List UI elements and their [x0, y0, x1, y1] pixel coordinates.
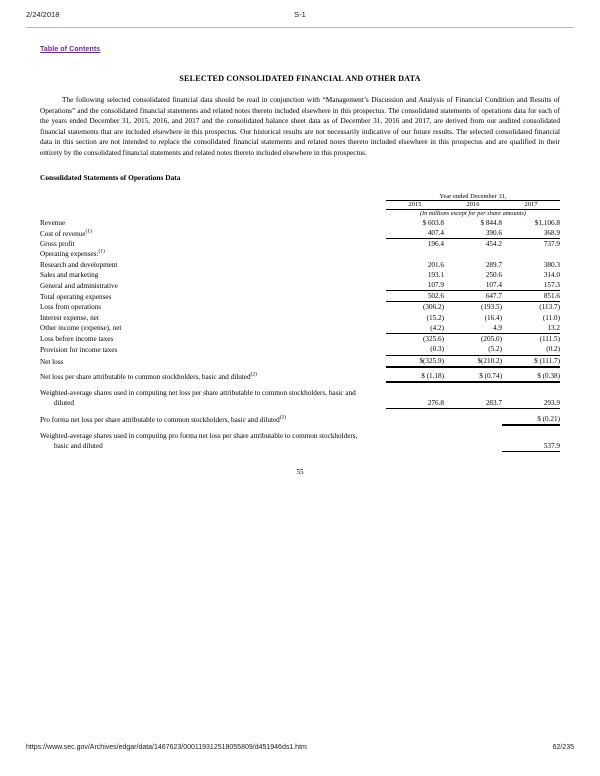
table-row [40, 323, 560, 334]
browser-print-header [0, 10, 600, 26]
row-value: $ (0.38) [502, 371, 560, 382]
row-value: 107.9 [386, 280, 444, 291]
row-value: (306.2) [423, 303, 444, 312]
units-note: (In millions except for per share amounts) [419, 209, 527, 217]
table-row [40, 228, 560, 239]
row-value: $ (0.74) [444, 371, 502, 382]
table-row [40, 431, 560, 451]
row-value: (111.5) [539, 335, 560, 344]
row-value [386, 414, 444, 425]
row-label: Weighted-average shares used in computing pro forma net loss per share attributable to common stockholders, basic and diluted [40, 431, 386, 451]
table-row [40, 280, 560, 291]
row-value: (15.2) [426, 313, 444, 322]
row-value: 368.9 [502, 228, 560, 239]
row-value: 196.4 [427, 240, 444, 249]
row-value: $ (0.21) [502, 414, 560, 425]
year-group-header: Year ended December 31, [386, 193, 560, 202]
row-label: Operating expenses:$^{(1)}$ [40, 249, 105, 259]
row-value [444, 414, 502, 425]
footnote-marker: (2) [279, 414, 287, 421]
row-value: 250.6 [485, 270, 502, 279]
row-value: (4.2) [386, 323, 444, 334]
row-value: 537.9 [502, 431, 560, 451]
intro-paragraph: The following selected consolidated financial data should be read in conjunction with “Management’s Discussion and Analysis of Financial Condition and Results of Operations” and the consolidated financial statements and related notes thereto included elsewhere in this prospectus. The consolidated statements of operations data for each of the years ended December 31, 2015, 2016, and 2017 and the consolidated balance sheet data as of December 31, 2016 and 2017, are derived from our audited consolidated financial statements that are included elsewhere in this prospectus. Our historical results are not necessarily indicative of our future results. The selected consolidated financial data in this section are not intended to replace the consolidated financial statements and related notes thereto included elsewhere in this prospectus and are qualified in their entirety by the consolidated financial statements and related notes thereto included elsewhere in this prospectus. [40, 95, 560, 157]
row-value: $(325.9) [386, 355, 444, 367]
row-value: 201.6 [427, 260, 444, 269]
column-header-year-1: 2016 [444, 201, 502, 210]
row-value: $1,106.8 [534, 218, 560, 227]
table-row [40, 239, 560, 250]
table-row [40, 388, 560, 408]
table-row [40, 260, 560, 270]
row-value: $ (1.18) [386, 371, 444, 382]
row-value: (193.5) [481, 303, 502, 312]
row-value: 157.3 [502, 280, 560, 291]
table-of-contents-link[interactable]: Table of Contents [40, 46, 101, 53]
column-header-year-2: 2017 [502, 201, 560, 210]
table-row [40, 270, 560, 280]
print-doc-type: S-1 [294, 10, 306, 19]
row-value: (0.3) [386, 344, 444, 355]
row-value: $(210.2) [444, 355, 502, 367]
row-value: 283.7 [444, 388, 502, 408]
table-units-row [40, 210, 560, 218]
row-value: 4.9 [444, 323, 502, 334]
browser-print-footer [0, 744, 600, 758]
document-body [40, 38, 560, 476]
row-label: Provision for income taxes [40, 345, 118, 354]
column-header-year-0: 2015 [386, 201, 444, 210]
row-value: 107.4 [444, 280, 502, 291]
row-value [386, 249, 444, 259]
row-value: 293.9 [502, 388, 560, 408]
row-value: 390.6 [444, 228, 502, 239]
row-value: 851.6 [502, 291, 560, 302]
table-row [40, 218, 560, 228]
row-value: 314.0 [543, 270, 560, 279]
table-row [40, 414, 560, 425]
row-value: (113.7) [539, 303, 560, 312]
row-label: Other income (expense), net [40, 324, 122, 333]
row-value: (0.2) [502, 344, 560, 355]
footnote-marker: (2) [250, 371, 257, 378]
row-label: Pro forma net loss per share attributable to common stockholders, basic and diluted$^{(2)}$ [40, 414, 287, 424]
table-row [40, 249, 560, 259]
table-row [40, 355, 560, 367]
row-value: 647.7 [444, 291, 502, 302]
row-value: (11.0) [542, 313, 560, 322]
row-value: 454.2 [485, 240, 502, 249]
source-url: https://www.sec.gov/Archives/edgar/data/1467623/000119312518055809/d451946ds1.htm [26, 744, 307, 751]
row-label: Interest expense, net [40, 313, 99, 322]
row-value: 380.3 [543, 260, 560, 269]
footnote-marker: (1) [98, 249, 105, 256]
table-group-header-row [40, 193, 560, 202]
row-label: Gross profit [40, 240, 75, 249]
row-value: 193.1 [427, 270, 444, 279]
row-value: (325.6) [423, 335, 444, 344]
table-row [40, 344, 560, 355]
row-label: Sales and marketing [40, 270, 99, 279]
table-row [40, 302, 560, 313]
row-value [444, 431, 502, 451]
row-label: Net loss [40, 357, 64, 366]
footnote-marker: (1) [85, 228, 92, 235]
row-label: Loss before income taxes [40, 335, 114, 344]
row-value: $ 603.8 [422, 218, 444, 227]
row-label: Revenue [40, 218, 66, 227]
table-row [40, 291, 560, 302]
row-value: (16.4) [484, 313, 502, 322]
table-row [40, 371, 560, 382]
row-label: Total operating expenses [40, 292, 112, 301]
row-value: 13.2 [502, 323, 560, 334]
row-value: $ 844.8 [480, 218, 502, 227]
table-row [40, 313, 560, 323]
row-value: 737.9 [543, 240, 560, 249]
page-number: 55 [296, 467, 304, 476]
page-count: 62/235 [552, 744, 574, 751]
row-value [502, 249, 560, 259]
row-label: Weighted-average shares used in computing net loss per share attributable to common stockholders, basic and diluted [40, 388, 386, 408]
print-date: 2/24/2018 [26, 10, 60, 19]
row-label-continuation: diluted [54, 399, 74, 408]
row-label: Loss from operations [40, 303, 102, 312]
table-year-row [40, 201, 560, 210]
row-label: Cost of revenue$^{(1)}$ [40, 228, 92, 238]
row-value [444, 249, 502, 259]
header-divider [26, 27, 574, 28]
page-title: SELECTED CONSOLIDATED FINANCIAL AND OTHER DATA [179, 74, 421, 83]
row-value: $ (111.7) [502, 355, 560, 367]
row-label: Research and development [40, 260, 118, 269]
row-value: (205.0) [481, 335, 502, 344]
table-row [40, 334, 560, 345]
financial-table [40, 193, 560, 452]
row-value: 407.4 [386, 228, 444, 239]
row-label: General and administrative [40, 281, 118, 290]
row-label: Net loss per share attributable to common stockholders, basic and diluted$^{(2)}$ [40, 371, 257, 381]
row-value: 289.7 [485, 260, 502, 269]
row-label-continuation: basic and diluted [54, 442, 103, 451]
section-heading: Consolidated Statements of Operations Data [40, 172, 181, 182]
row-value: 276.8 [386, 388, 444, 408]
row-value: 502.6 [386, 291, 444, 302]
row-value [386, 431, 444, 451]
row-value: (5.2) [444, 344, 502, 355]
